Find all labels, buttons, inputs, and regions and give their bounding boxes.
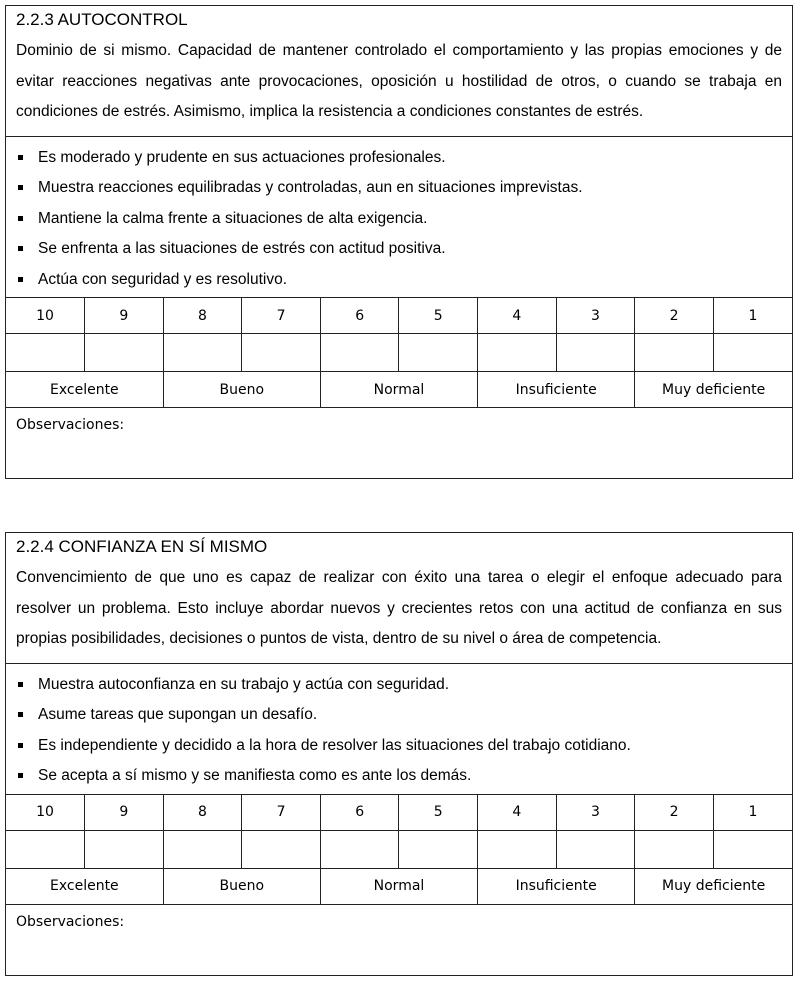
square-bullet-icon	[18, 277, 23, 282]
score-cell[interactable]	[6, 334, 85, 372]
score-cell[interactable]	[635, 830, 714, 868]
rating-labels-row	[6, 372, 792, 408]
scale-number: 10	[6, 795, 85, 831]
rating-scale-table	[6, 298, 792, 408]
rating-label: Muy deficiente	[635, 868, 792, 904]
section-description: Convencimiento de que uno es capaz de realizar con éxito una tarea o elegir el enfoque adecuado para resolver un problema. Esto incluye abordar nuevos y crecientes retos con una actitud de confianza en sus propias posibilidades, decisiones o puntos de vista, dentro de su nivel o área de competencia.	[6, 561, 792, 664]
rating-label: Insuficiente	[478, 868, 635, 904]
square-bullet-icon	[18, 773, 23, 778]
score-cell[interactable]	[478, 830, 557, 868]
rating-label: Bueno	[163, 868, 320, 904]
score-cell[interactable]	[242, 334, 321, 372]
list-item: Se enfrenta a las situaciones de estrés con actitud positiva.	[16, 234, 782, 265]
scale-numbers-row	[6, 298, 792, 334]
scale-number: 8	[163, 795, 242, 831]
observations-label: Observaciones:	[16, 913, 125, 930]
square-bullet-icon	[18, 682, 23, 687]
score-cell[interactable]	[163, 334, 242, 372]
score-cell[interactable]	[85, 830, 164, 868]
rating-scale-table	[6, 795, 792, 905]
competency-section-confianza	[5, 532, 793, 976]
scale-number: 7	[242, 298, 321, 334]
scale-number: 4	[478, 795, 557, 831]
score-cell[interactable]	[713, 334, 792, 372]
list-item: Se acepta a sí mismo y se manifiesta como es ante los demás.	[16, 761, 782, 792]
score-cell[interactable]	[6, 830, 85, 868]
list-item: Actúa con seguridad y es resolutivo.	[16, 265, 782, 296]
square-bullet-icon	[18, 712, 23, 717]
list-item: Es moderado y prudente en sus actuaciones profesionales.	[16, 143, 782, 174]
scale-number: 2	[635, 298, 714, 334]
score-cell[interactable]	[556, 830, 635, 868]
score-cell[interactable]	[635, 334, 714, 372]
scale-number: 2	[635, 795, 714, 831]
scale-number: 9	[85, 298, 164, 334]
rating-label: Insuficiente	[478, 372, 635, 408]
scale-number: 3	[556, 298, 635, 334]
rating-label: Normal	[320, 868, 477, 904]
score-cell[interactable]	[320, 334, 399, 372]
scale-number: 5	[399, 298, 478, 334]
score-entry-row	[6, 334, 792, 372]
behavior-list	[6, 137, 792, 299]
score-cell[interactable]	[242, 830, 321, 868]
score-cell[interactable]	[320, 830, 399, 868]
rating-label: Excelente	[6, 372, 163, 408]
scale-number: 1	[713, 795, 792, 831]
rating-label: Bueno	[163, 372, 320, 408]
competency-section-autocontrol	[5, 5, 793, 479]
scale-numbers-row	[6, 795, 792, 831]
rating-label: Muy deficiente	[635, 372, 792, 408]
scale-number: 9	[85, 795, 164, 831]
list-item: Mantiene la calma frente a situaciones de alta exigencia.	[16, 204, 782, 235]
rating-label: Excelente	[6, 868, 163, 904]
behavior-list	[6, 664, 792, 795]
score-cell[interactable]	[478, 334, 557, 372]
scale-number: 4	[478, 298, 557, 334]
section-description: Dominio de si mismo. Capacidad de mantener controlado el comportamiento y las propias emociones y de evitar reacciones negativas ante provocaciones, oposición u hostilidad de otros, o cuando se trabaja en condiciones de estrés. Asimismo, implica la resistencia a condiciones constantes de estrés.	[6, 34, 792, 137]
scale-number: 6	[320, 795, 399, 831]
scale-number: 1	[713, 298, 792, 334]
observations-label: Observaciones:	[16, 417, 125, 433]
list-item: Es independiente y decidido a la hora de resolver las situaciones del trabajo cotidiano.	[16, 731, 782, 762]
score-cell[interactable]	[713, 830, 792, 868]
score-cell[interactable]	[399, 334, 478, 372]
score-cell[interactable]	[163, 830, 242, 868]
list-item: Muestra autoconfianza en su trabajo y actúa con seguridad.	[16, 670, 782, 701]
square-bullet-icon	[18, 216, 23, 221]
scale-number: 5	[399, 795, 478, 831]
square-bullet-icon	[18, 246, 23, 251]
square-bullet-icon	[18, 185, 23, 190]
score-entry-row	[6, 830, 792, 868]
list-item: Muestra reacciones equilibradas y controladas, aun en situaciones imprevistas.	[16, 173, 782, 204]
square-bullet-icon	[18, 155, 23, 160]
scale-number: 3	[556, 795, 635, 831]
section-title: 2.2.3 AUTOCONTROL	[16, 10, 188, 29]
score-cell[interactable]	[399, 830, 478, 868]
scale-number: 7	[242, 795, 321, 831]
square-bullet-icon	[18, 743, 23, 748]
rating-label: Normal	[320, 372, 477, 408]
score-cell[interactable]	[85, 334, 164, 372]
section-title: 2.2.4 CONFIANZA EN SÍ MISMO	[16, 537, 268, 556]
list-item: Asume tareas que supongan un desafío.	[16, 700, 782, 731]
score-cell[interactable]	[556, 334, 635, 372]
scale-number: 8	[163, 298, 242, 334]
scale-number: 10	[6, 298, 85, 334]
scale-number: 6	[320, 298, 399, 334]
rating-labels-row	[6, 868, 792, 904]
